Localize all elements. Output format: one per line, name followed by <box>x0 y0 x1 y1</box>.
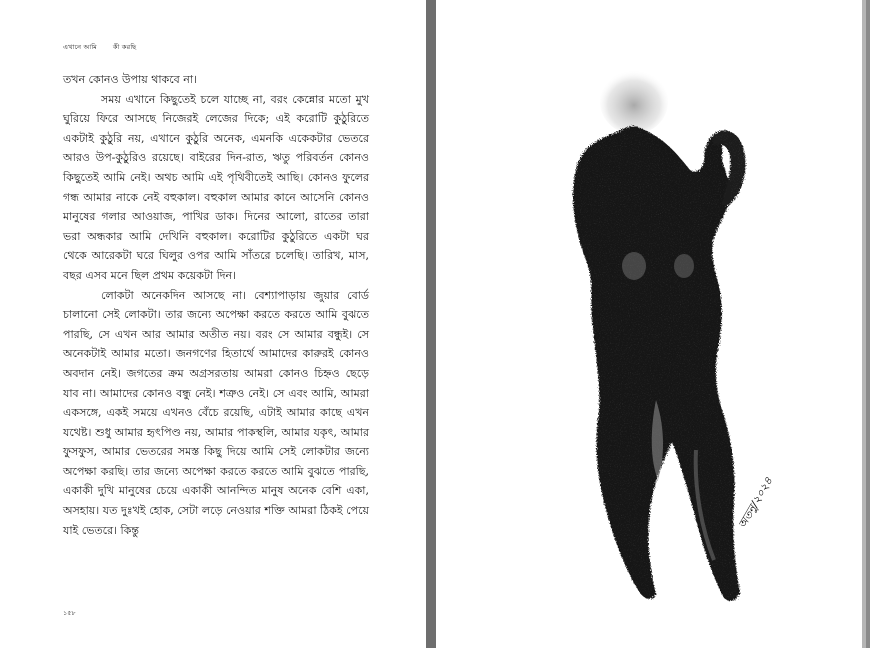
paragraph-2: সময় এখানে কিছুতেই চলে যাচ্ছে না, বরং কেন্নোর মতো মুখ ঘুরিয়ে ফিরে আসছে নিজেরই লেজের দিকে; এই করোটি কুঠুরিতে একটাই কুঠুরি নয়, এখানে কুঠুরি অনেক, এমনকি একেকটার ভেতরে আরও উপ-কুঠুরিও রয়েছে। বাইরের দিন-রাত, ঋতু পরিবর্তন কোনও কিছুতেই আমি নেই। অথচ আমি এই পৃথিবীতেই আছি। কোনও ফুলের গন্ধ আমার নাকে নেই বহুকাল। বহুকাল আমার কানে আসেনি কোনও মানুষের গলার আওয়াজ, পাখির ডাক। দিনের আলো, রাতের তারা ভরা অন্ধকার আমি দেখিনি বহুকাল। করোটির কুঠুরিতে একটা ঘর থেকে আরেকটা ঘরে ঘিলুর ওপর আমি সাঁতরে চলেছি। তারিখ, মাস, বছর এসব মনে ছিল প্রথম কয়েকটা দিন। <box>63 92 369 282</box>
figure-sketch-svg <box>546 70 806 610</box>
left-page <box>0 0 426 648</box>
figure-body-shape <box>573 126 740 601</box>
page-edge <box>862 0 866 648</box>
charcoal-figure-illustration <box>546 70 806 610</box>
paragraph-3: লোকটা অনেকদিন আসছে না। বেশ্যাপাড়ায় জুয়ার বোর্ড চালানো সেই লোকটা। তার জন্যে অপেক্ষা করতে করতে আমি বুঝতে পারছি, সে এখন আর আমার অতীত নয়। বরং সে আমার বন্ধুই। সে অনেকটাই আমার মতো। জনগণের হিতার্থে আমাদের কারুরই কোনও অবদান নেই। জগতের ক্রম অগ্রসরতায় আমরা কোনও চিহ্নও ছেড়ে যাব না। আমাদের কোনও বন্ধু নেই। শত্রুও নেই। সে এবং আমি, আমরা একসঙ্গে, একই সময়ে এখনও বেঁচে রয়েছি, এটাই আমার কাছে এখন যথেষ্ট। শুধু আমার হৃৎপিণ্ড নয়, আমার পাকস্থলি, আমার যকৃৎ, আমার ফুসফুস, আমার ভেতরের সমস্ত কিছু দিয়ে আমি সেই লোকটার জন্যে অপেক্ষা করছি। তার জন্যে অপেক্ষা করতে করতে আমি বুঝতে পারছি, একাকী দুখি মানুষের চেয়ে একাকী আনন্দিত মানুষ অনেক বেশি একা, অসহায়। যত দুঃখই হোক, সেটা লড়ে নেওয়ার শক্তি আমরা ঠিকই পেয়ে যাই ভেতরে। কিন্তু <box>63 288 369 537</box>
paragraph-1: তখন কোনও উপায় থাকবে না। <box>63 73 197 86</box>
running-head-right: কী করছি <box>112 43 137 51</box>
body-text <box>63 70 369 540</box>
book-gutter <box>426 0 436 648</box>
running-head-left: এখানে আমি <box>63 43 97 51</box>
page-number: ১৫৮ <box>63 609 76 617</box>
figure-highlight-left <box>622 252 646 280</box>
figure-head-shading <box>600 70 668 134</box>
running-head <box>63 42 136 53</box>
figure-highlight-right <box>674 254 694 278</box>
artist-signature: অতনু/২০২৪ <box>735 474 776 531</box>
right-page <box>436 0 866 648</box>
